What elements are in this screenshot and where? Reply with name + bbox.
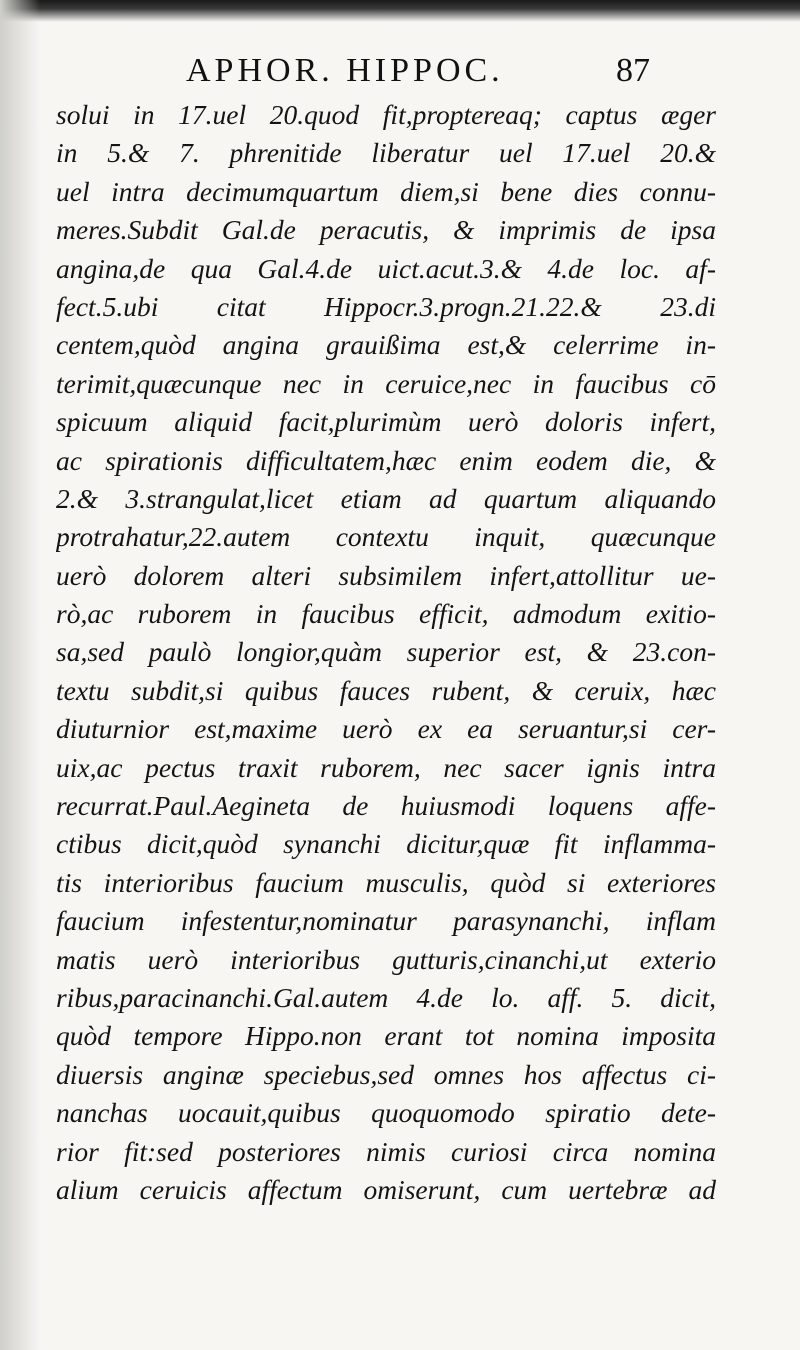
text-line: recurrat.Paul.Aegineta de huiusmodi loquens affe- [56,790,716,822]
text-line: nanchas uocauit,quibus quoquomodo spiratio dete- [56,1097,716,1129]
text-line: tis interioribus faucium musculis, quòd si exteriores [56,866,716,898]
page-number: 87 [616,52,650,89]
text-line: alium ceruicis affectum omiserunt, cum uertebræ ad [56,1173,716,1205]
text-line: protrahatur,22.autem contextu inquit, quæcunque [56,521,716,553]
text-line: diuersis anginæ speciebus,sed omnes hos affectus ci- [56,1058,716,1090]
text-line: 2.& 3.strangulat,licet etiam ad quartum aliquando [56,482,716,514]
text-line: quòd tempore Hippo.non erant tot nomina imposita [56,1020,716,1052]
text-line: uix,ac pectus traxit ruborem, nec sacer ignis intra [56,751,716,783]
text-line: faucium infestentur,nominatur parasynanchi, inflam [56,905,716,937]
text-line: rior fit:sed posteriores nimis curiosi circa nomina [56,1135,716,1167]
text-line: meres.Subdit Gal.de peracutis, & imprimis de ipsa [56,214,716,246]
text-line: uerò dolorem alteri subsimilem infert,attollitur ue- [56,559,716,591]
text-line: solui in 17.uel 20.quod fit,proptereaq; captus æger [56,99,716,130]
text-line: angina,de qua Gal.4.de uict.acut.3.& 4.de loc. af- [56,252,716,284]
scan-border-top [0,0,800,22]
text-line: terimit,quæcunque nec in ceruice,nec in faucibus cō [56,367,716,399]
text-line: centem,quòd angina grauißima est,& celerrime in- [56,329,716,361]
text-line: spicuum aliquid facit,plurimùm uerò doloris infert, [56,406,716,438]
text-line: rò,ac ruborem in faucibus efficit, admodum exitio- [56,598,716,630]
body-text [56,96,716,1209]
text-line: diuturnior est,maxime uerò ex ea seruantur,si cer- [56,713,716,745]
text-line: matis uerò interioribus gutturis,cinanchi,ut exterio [56,943,716,975]
page-gutter-shadow [0,0,40,1350]
text-line: ac spirationis difficultatem,hæc enim eodem die, & [56,444,716,476]
running-title: APHOR. HIPPOC. [186,52,504,89]
text-line: uel intra decimumquartum diem,si bene dies connu- [56,175,716,207]
text-line: ctibus dicit,quòd synanchi dicitur,quæ fit inflamma- [56,828,716,860]
text-line: textu subdit,si quibus fauces rubent, & ceruix, hæc [56,674,716,706]
text-line: ribus,paracinanchi.Gal.autem 4.de lo. aff. 5. dicit, [56,981,716,1013]
running-head [0,52,800,102]
text-line: in 5.& 7. phrenitide liberatur uel 17.uel 20.& [56,137,716,169]
text-line: sa,sed paulò longior,quàm superior est, & 23.con- [56,636,716,668]
text-line: fect.5.ubi citat Hippocr.3.progn.21.22.& 23.di [56,290,716,322]
